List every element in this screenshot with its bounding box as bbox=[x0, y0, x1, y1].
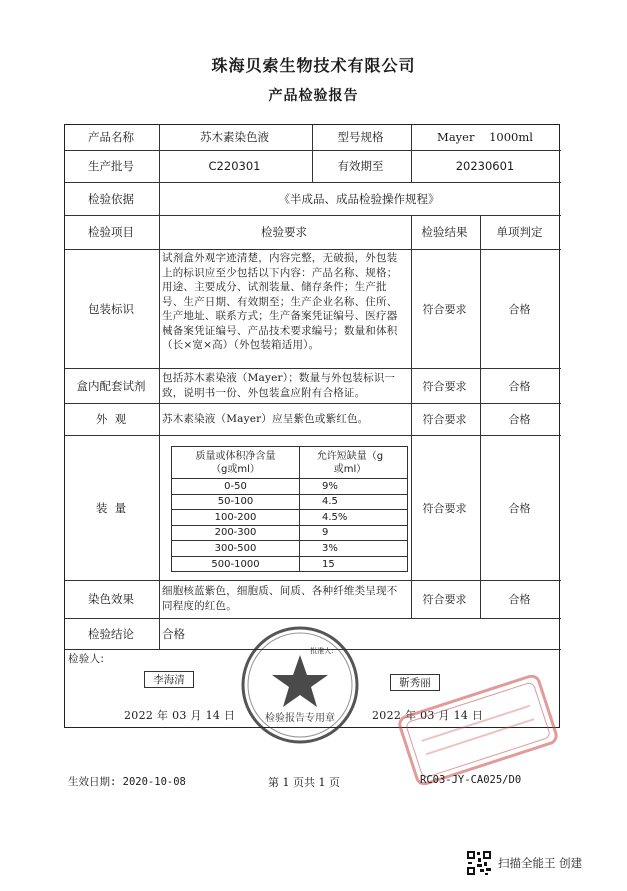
volume-allowance: 15 bbox=[322, 558, 335, 570]
company-name: 珠海贝索生物技术有限公司 bbox=[211, 56, 416, 75]
scanner-watermark bbox=[466, 849, 582, 877]
svg-text:检验报告专用章: 检验报告专用章 bbox=[265, 713, 335, 724]
volume-row bbox=[172, 479, 407, 495]
row-kit-result: 符合要求 bbox=[422, 379, 467, 393]
row-packaging-result: 符合要求 bbox=[422, 302, 467, 316]
volume-row bbox=[172, 526, 407, 542]
volume-row bbox=[172, 557, 407, 573]
approver-signature: 靳秀丽 bbox=[390, 674, 440, 691]
volume-allowance: 4.5 bbox=[322, 496, 338, 508]
row-packaging-item: 包装标识 bbox=[88, 301, 134, 316]
volume-range: 50-100 bbox=[172, 495, 300, 510]
basis-value: 《半成品、成品检验操作规程》 bbox=[278, 191, 440, 206]
inspector-signature: 李海清 bbox=[144, 671, 194, 688]
batch-value: C220301 bbox=[208, 159, 261, 173]
row-kit-requirement: 包括苏木素染液（Mayer）；数量与外包装标识一致，说明书一份、外包装盒应附有合格证。 bbox=[162, 372, 396, 399]
conclusion-value: 合格 bbox=[162, 626, 185, 641]
volume-range: 200-300 bbox=[172, 526, 300, 541]
row-appearance-item: 外 观 bbox=[95, 412, 127, 426]
row-packaging-judgment: 合格 bbox=[508, 302, 531, 316]
product-name-label: 产品名称 bbox=[88, 130, 134, 144]
volume-table bbox=[171, 446, 408, 572]
product-name-value: 苏木素染色液 bbox=[200, 130, 269, 144]
report-title: 产品检验报告 bbox=[268, 88, 359, 104]
conclusion-label: 检验结论 bbox=[88, 626, 134, 641]
volume-table-header bbox=[172, 447, 407, 479]
col-requirement-header: 检验要求 bbox=[261, 225, 307, 239]
red-stamp-mark bbox=[393, 675, 563, 785]
volume-row bbox=[172, 495, 407, 511]
row-kit-item: 盒内配套试剂 bbox=[76, 378, 146, 393]
basis-label: 检验依据 bbox=[88, 191, 134, 206]
row-volume-result: 符合要求 bbox=[422, 501, 467, 515]
document-code: RC03-JY-CA025/D0 bbox=[420, 774, 522, 786]
volume-row bbox=[172, 541, 407, 557]
row-staining-requirement: 细胞核蓝紫色，细胞质、间质、各种纤维类呈现不同程度的红色。 bbox=[162, 585, 398, 612]
volume-row bbox=[172, 510, 407, 526]
row-appearance-requirement: 苏木素染液（Mayer）应呈紫色或紫红色。 bbox=[162, 413, 369, 425]
volume-allowance: 9% bbox=[322, 480, 338, 492]
inspector-label: 检验人: bbox=[68, 653, 105, 665]
batch-label: 生产批号 bbox=[88, 159, 134, 173]
volume-range: 300-500 bbox=[172, 541, 300, 556]
volume-allowance: 4.5% bbox=[322, 511, 348, 523]
row-staining-item: 染色效果 bbox=[88, 592, 134, 606]
row-volume-item: 装 量 bbox=[95, 500, 127, 515]
volume-range: 0-50 bbox=[172, 479, 300, 494]
row-packaging-requirement: 试剂盒外观字迹清楚，内容完整，无破损，外包装上的标识应至少包括以下内容：产品名称、规格；用途、主要成分、试剂装量、储存条件；生产批号、生产日期、有效期至；生产企业名称、住所、生产地址、联系方式；生产备案凭证编号、医疗器械备案凭证编号、产品技术要求编号；数量和体积（长×宽×高）（外包装箱适用）。 bbox=[162, 252, 398, 351]
company-seal-stamp bbox=[238, 623, 362, 747]
col-result-header: 检验结果 bbox=[421, 225, 468, 239]
expiry-label: 有效期至 bbox=[337, 159, 384, 173]
inspector-date: 2022 年 03 月 14 日 bbox=[124, 709, 236, 722]
row-volume-judgment: 合格 bbox=[508, 501, 531, 515]
page-number: 第 1 页共 1 页 bbox=[268, 776, 340, 789]
model-label: 型号规格 bbox=[337, 130, 384, 144]
expiry-value: 20230601 bbox=[455, 159, 515, 173]
approver-date: 2022 年 03 月 14 日 bbox=[372, 709, 484, 722]
col-judgment-header: 单项判定 bbox=[496, 225, 543, 239]
row-staining-result: 符合要求 bbox=[422, 593, 467, 606]
col-item-header: 检验项目 bbox=[88, 225, 134, 239]
volume-allowance: 9 bbox=[322, 527, 329, 539]
row-kit-judgment: 合格 bbox=[508, 379, 531, 393]
volume-range: 500-1000 bbox=[172, 557, 300, 573]
svg-text:批准人:: 批准人: bbox=[310, 647, 334, 655]
row-appearance-result: 符合要求 bbox=[422, 413, 467, 426]
volume-range: 100-200 bbox=[172, 510, 300, 525]
volume-allowance: 3% bbox=[322, 542, 338, 554]
qr-code-icon bbox=[466, 850, 492, 876]
volume-col1-header: 质量或体积净含量（g或ml） bbox=[195, 450, 276, 475]
scanner-label: 扫描全能王 创建 bbox=[498, 856, 583, 870]
model-value: Mayer 1000ml bbox=[437, 130, 533, 144]
row-staining-judgment: 合格 bbox=[508, 593, 531, 606]
volume-col2-header: 允许短缺量（g或ml） bbox=[316, 450, 384, 475]
row-appearance-judgment: 合格 bbox=[508, 413, 531, 426]
effective-date: 生效日期: 2020-10-08 bbox=[68, 776, 186, 788]
